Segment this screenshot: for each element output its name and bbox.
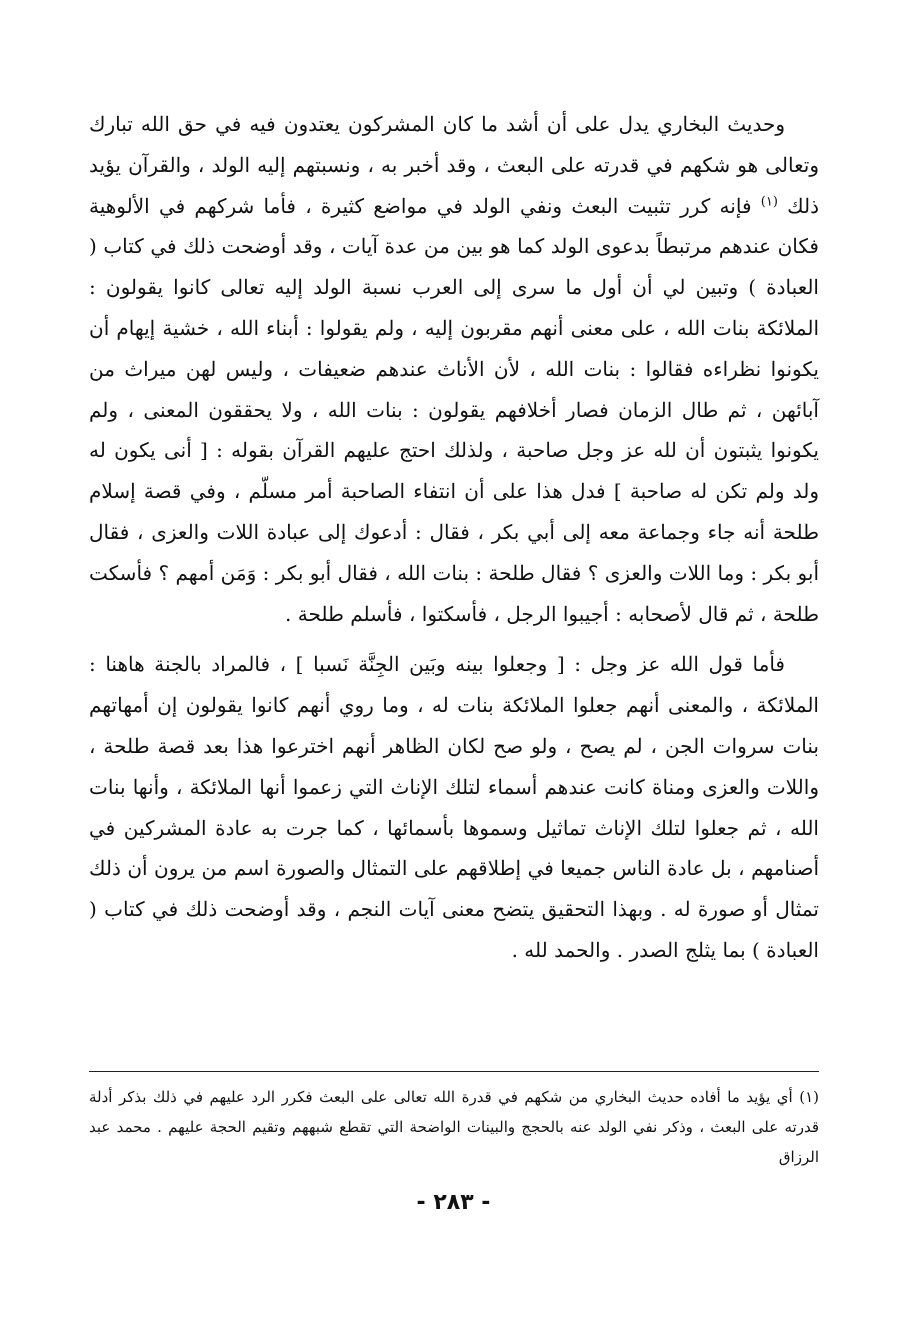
paragraph: فأما قول الله عز وجل : [ وجعلوا بينه وبَين الجِنَّة نَسبا ] ، فالمراد بالجنة هاهنا : الملائكة ، والمعنى أنهم جعلوا الملائكة بنات له ، وما روي أنهم كانوا يقولون إن أمهاتهم بنات سروات الجن ، لم يصح ، ولو صح لكان الظاهر أنهم اخترعوا هذا بعد قصة طلحة ، واللات والعزى ومناة كانت عندهم أسماء لتلك الإناث التي زعموا أنها الملائكة ، وأنها بنات الله ، ثم جعلوا لتلك الإناث تماثيل وسموها بأسمائها ، كما جرت به عادة المشركين في أصنامهم ، بل عادة الناس جميعا في إطلاقهم على التمثال والصورة اسم من يرون أن ذلك تمثال أو صورة له . وبهذا التحقيق يتضح معنى آيات النجم ، وقد أوضحت ذلك في كتاب ( العبادة ) بما يثلج الصدر . والحمد لله . xyxy=(89,652,819,962)
main-text xyxy=(89,104,819,971)
paragraph-text: فإنه كرر تثبيت البعث ونفي الولد في مواضع كثيرة ، فأما شركهم في الألوهية فكان عندهم مرتبطاً بدعوى الولد كما هو بين من عدة آيات ، وقد أوضحت ذلك في كتاب ( العبادة ) وتبين لي أن أول ما سرى إلى العرب نسبة الولد إليه تعالى كانوا يقولون : الملائكة بنات الله ، على معنى أنهم مقربون إليه ، ولم يقولوا : أبناء الله ، خشية إيهام أن يكونوا نظراءه فقالوا : بنات الله ، لأن الأناث عندهم ضعيفات ، وليس لهن ميراث من آبائهن ، ثم طال الزمان فصار أخلافهم يقولون : بنات الله ، ولا يحققون المعنى ، ولم يكونوا يثبتون أن لله عز وجل صاحبة ، ولذلك احتج عليهم القرآن بقوله : [ أنى يكون له ولد ولم تكن له صاحبة ] فدل هذا على أن انتفاء الصاحبة أمر مسلّم ، وفي قصة إسلام طلحة أنه جاء وجماعة معه إلى أبي بكر ، فقال : أدعوك إلى عبادة اللات والعزى ، فقال أبو بكر : وما اللات والعزى ؟ فقال طلحة : بنات الله ، فقال أبو بكر : وَمَن أمهم ؟ فأسكت طلحة ، ثم قال لأصحابه : أجيبوا الرجل ، فأسكتوا ، فأسلم طلحة . xyxy=(89,193,819,626)
footnote: (١) أي يؤيد ما أفاده حديث البخاري من شكهم في قدرة الله تعالى على البعث فكرر الرد عليهم في ذلك بذكر أدلة قدرته على البعث ، وذكر نفي الولد عنه بالحجج والبينات الواضحة التي تقطع شبههم وتقيم الحجة عليهم . محمد عبد الرزاق xyxy=(89,1088,819,1166)
paragraph-text: وحديث البخاري يدل على أن أشد ما كان المشركون يعتدون فيه في حق الله تبارك وتعالى هو شكهم في قدرته على البعث ، وقد أخبر به ، ونسبتهم إليه الولد ، والقرآن يؤيد ذلك xyxy=(89,112,819,218)
footnote-marker: (١) xyxy=(760,193,778,209)
paragraph xyxy=(89,104,819,634)
footnote-divider xyxy=(89,1071,819,1072)
page-number: - ٢٨٣ - xyxy=(416,1190,491,1215)
